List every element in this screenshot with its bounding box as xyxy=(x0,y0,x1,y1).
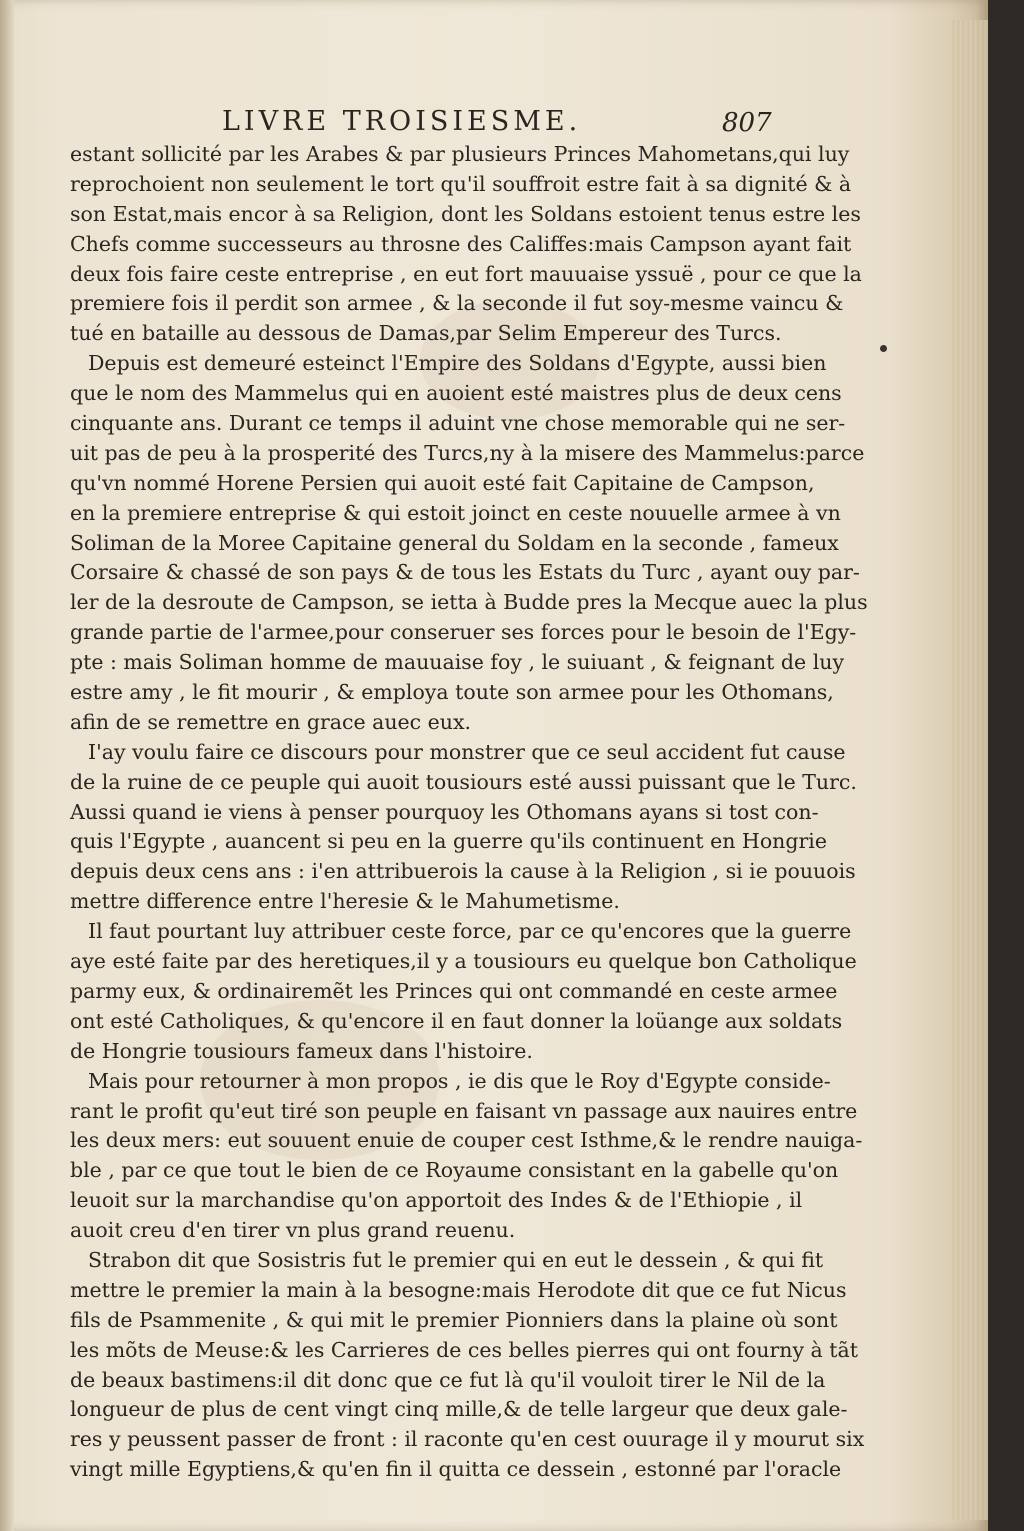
text-line: grande partie de l'armee,pour conseruer ses forces pour le besoin de l'Egy- xyxy=(70,620,857,645)
text-line: Strabon dit que Sosistris fut le premier qui en eut le dessein , & qui fit xyxy=(88,1247,824,1272)
text-line: cinquante ans. Durant ce temps il aduint vne chose memorable qui ne ser- xyxy=(70,411,846,436)
text-line: auoit creu d'en tirer vn plus grand reuenu. xyxy=(70,1218,516,1243)
text-line: estant sollicité par les Arabes & par plusieurs Princes Mahometans,qui luy xyxy=(70,142,850,166)
text-line: Depuis est demeuré esteinct l'Empire des Soldans d'Egypte, aussi bien xyxy=(88,351,827,376)
text-line: Il faut pourtant luy attribuer ceste force, par ce qu'encores que la guerre xyxy=(88,919,852,944)
page-number: 807 xyxy=(722,108,772,138)
text-line: ont esté Catholiques, & qu'encore il en faut donner la loüange aux soldats xyxy=(70,1008,843,1033)
text-line: aye esté faite par des heretiques,il y a tousiours eu quelque bon Catholique xyxy=(70,949,857,974)
text-line: tué en bataille au dessous de Damas,par Selim Empereur des Turcs. xyxy=(70,321,782,346)
text-line: en la premiere entreprise & qui estoit joinct en ceste nouuelle armee à vn xyxy=(70,500,841,525)
text-line: pte : mais Soliman homme de mauuaise foy , le suiuant , & feignant de luy xyxy=(70,650,845,675)
text-line: Aussi quand ie viens à penser pourquoy les Othomans ayans si tost con- xyxy=(70,799,819,824)
text-line: mettre difference entre l'heresie & le Mahumetisme. xyxy=(70,889,620,914)
text-line: leuoit sur la marchandise qu'on apportoit des Indes & de l'Ethiopie , il xyxy=(70,1188,803,1213)
text-line: estre amy , le fit mourir , & employa toute son armee pour les Othomans, xyxy=(70,680,834,705)
text-line: les deux mers: eut souuent enuie de couper cest Isthme,& le rendre nauiga- xyxy=(70,1128,863,1153)
text-line: deux fois faire ceste entreprise , en eut fort mauuaise yssuë , pour ce que la xyxy=(70,261,862,286)
page-edge xyxy=(952,20,988,1520)
text-line: fils de Psammenite , & qui mit le premier Pionniers dans la plaine où sont xyxy=(70,1307,838,1332)
margin-mark xyxy=(880,345,887,352)
text-line: ler de la desroute de Campson, se ietta à Budde pres la Mecque auec la plus xyxy=(70,590,868,615)
text-line: Chefs comme successeurs au throsne des Califfes:mais Campson ayant fait xyxy=(70,231,852,256)
text-line: ble , par ce que tout le bien de ce Royaume consistant en la gabelle qu'on xyxy=(70,1158,839,1183)
text-line: quis l'Egypte , auancent si peu en la guerre qu'ils continuent en Hongrie xyxy=(70,829,827,854)
text-line: depuis deux cens ans : i'en attribuerois la cause à la Religion , si ie pouuois xyxy=(70,859,856,884)
text-line: mettre le premier la main à la besogne:mais Herodote dit que ce fut Nicus xyxy=(70,1277,847,1302)
text-line: rant le profit qu'eut tiré son peuple en faisant vn passage aux nauires entre xyxy=(70,1098,858,1123)
text-line: de Hongrie tousiours fameux dans l'histoire. xyxy=(70,1038,533,1063)
text-line: de la ruine de ce peuple qui auoit tousiours esté aussi puissant que le Turc. xyxy=(70,769,857,794)
page-gutter xyxy=(0,0,14,1531)
running-title: LIVRE TROISIESME. xyxy=(222,106,582,137)
text-line: parmy eux, & ordinairemẽt les Princes qui ont commandé en ceste armee xyxy=(70,978,838,1003)
text-line: de beaux bastimens:il dit donc que ce fut là qu'il vouloit tirer le Nil de la xyxy=(70,1367,826,1392)
text-line: uit pas de peu à la prosperité des Turcs,ny à la misere des Mammelus:parce xyxy=(70,440,865,465)
text-line: reprochoient non seulement le tort qu'il souffroit estre fait à sa dignité & à xyxy=(70,171,852,196)
body-text xyxy=(70,140,868,1482)
text-line: afin de se remettre en grace auec eux. xyxy=(70,709,472,734)
text-line: premiere fois il perdit son armee , & la seconde il fut soy-mesme vaincu & xyxy=(70,291,844,316)
text-line: Mais pour retourner à mon propos , ie dis que le Roy d'Egypte conside- xyxy=(88,1068,831,1093)
text-line: res y peussent passer de front : il raconte qu'en cest ouurage il y mourut six xyxy=(70,1427,865,1452)
text-line: Soliman de la Moree Capitaine general du Soldam en la seconde , fameux xyxy=(70,530,839,555)
text-line: que le nom des Mammelus qui en auoient esté maistres plus de deux cens xyxy=(70,381,842,406)
text-line: I'ay voulu faire ce discours pour monstrer que ce seul accident fut cause xyxy=(88,739,846,764)
text-line: vingt mille Egyptiens,& qu'en fin il quitta ce dessein , estonné par l'oracle xyxy=(70,1457,842,1482)
text-line: qu'vn nommé Horene Persien qui auoit esté fait Capitaine de Campson, xyxy=(70,470,815,495)
text-line: son Estat,mais encor à sa Religion, dont les Soldans estoient tenus estre les xyxy=(70,201,861,226)
text-line: les mõts de Meuse:& les Carrieres de ces belles pierres qui ont fourny à tãt xyxy=(70,1337,858,1362)
running-head xyxy=(72,100,772,140)
text-line: Corsaire & chassé de son pays & de tous les Estats du Turc , ayant ouy par- xyxy=(70,560,860,585)
text-line: longueur de plus de cent vingt cinq mille,& de telle largeur que deux gale- xyxy=(70,1397,848,1422)
